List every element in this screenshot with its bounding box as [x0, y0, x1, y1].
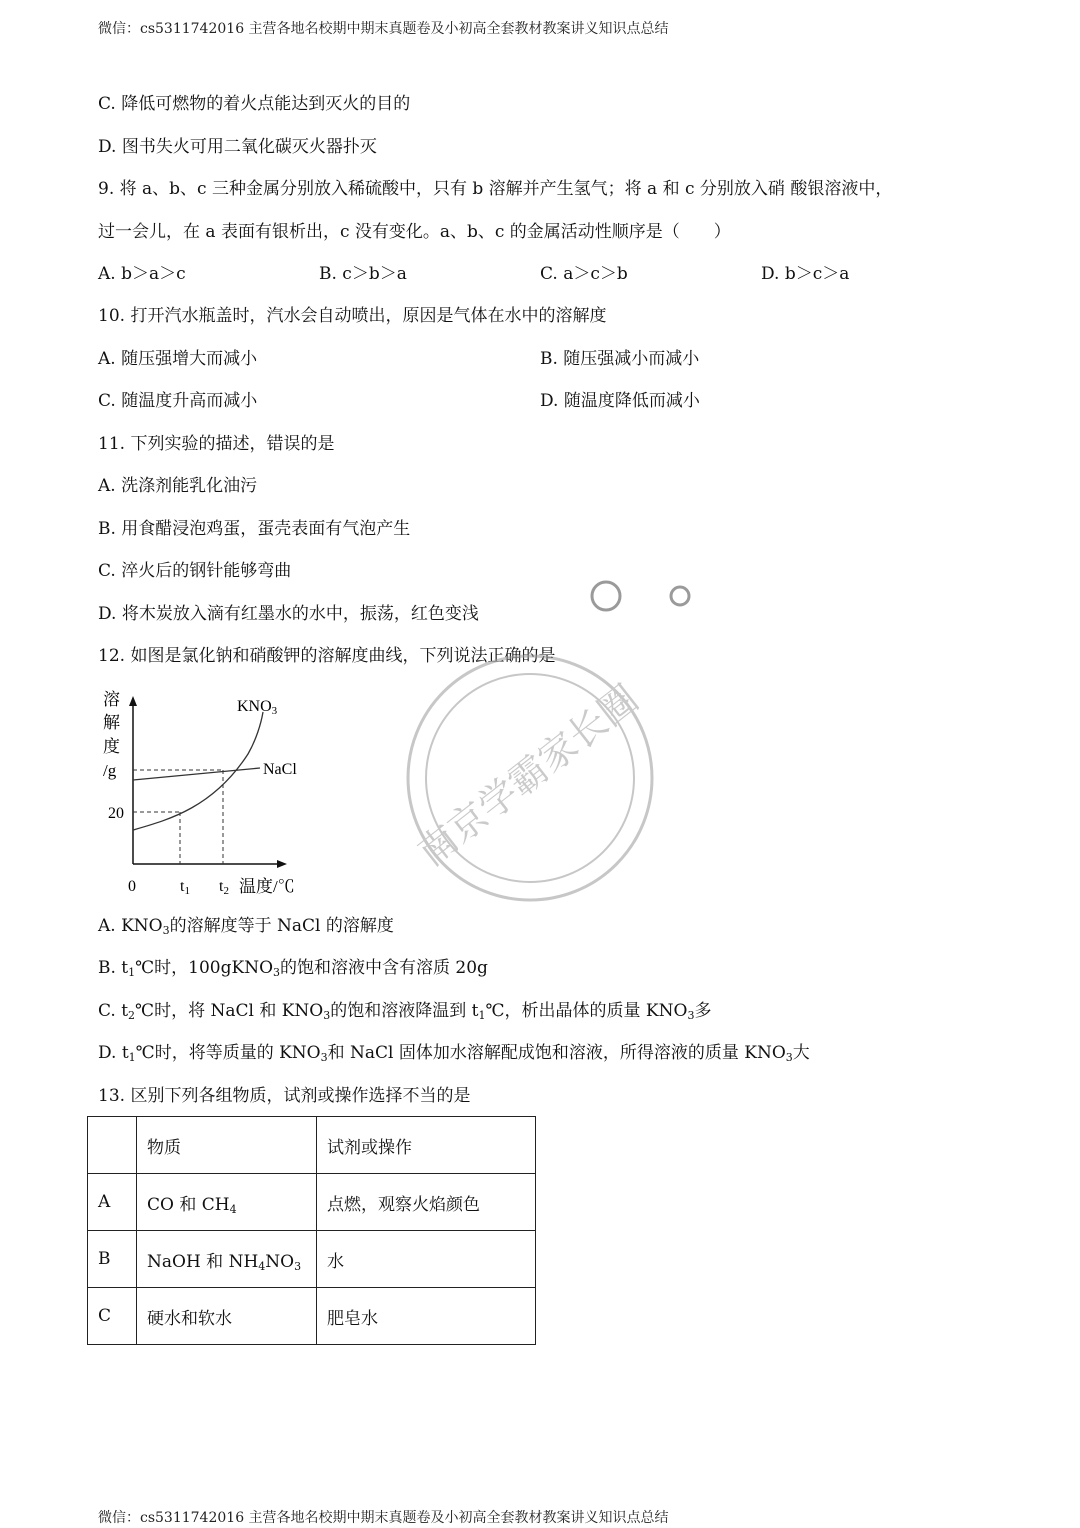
q11-stem: 11. 下列实验的描述，错误的是 — [98, 434, 335, 454]
t2-label: t2 — [219, 878, 229, 897]
q12-option-b: B. $t_1℃$时，100gKNO$_3$的饱和溶液中含有溶质 20g — [98, 958, 488, 979]
row-label: C — [88, 1288, 137, 1345]
q9-option-a: A. b＞a＞c — [98, 264, 186, 284]
table-row — [88, 1231, 536, 1288]
kno3-curve — [133, 712, 263, 830]
page-header: 微信：cs5311742016 主营各地名校期中期末真题卷及小初高全套教材教案讲义知识点总结 — [98, 21, 669, 37]
y-axis-arrow-icon — [129, 696, 137, 706]
q8-option-d: D. 图书失火可用二氧化碳灭火器扑灭 — [98, 137, 377, 157]
q12-stem: 12. 如图是氯化钠和硝酸钾的溶解度曲线，下列说法正确的是 — [98, 646, 556, 666]
q9-option-c: C. a＞c＞b — [540, 264, 628, 284]
q10-stem: 10. 打开汽水瓶盖时，汽水会自动喷出，原因是气体在水中的溶解度 — [98, 306, 607, 326]
q9-option-d: D. b＞c＞a — [761, 264, 850, 284]
table-header-cell — [88, 1117, 137, 1174]
table-row — [88, 1288, 536, 1345]
q10-option-d: D. 随温度降低而减小 — [540, 391, 700, 411]
table-header-row — [88, 1117, 536, 1174]
q10-option-c: C. 随温度升高而减小 — [98, 391, 258, 411]
q9-option-b: B. c＞b＞a — [319, 264, 407, 284]
substance-cell: 硬水和软水 — [137, 1288, 317, 1345]
q10-option-a: A. 随压强增大而减小 — [98, 349, 258, 369]
q11-option-b: B. 用食醋浸泡鸡蛋，蛋壳表面有气泡产生 — [98, 519, 411, 539]
q12-option-c: C. $t_2℃$时，将 NaCl 和 $KNO_3$的饱和溶液降温到 $t_1℃$，析出晶体的质量 $KNO_3$多 — [98, 1001, 712, 1022]
y-axis-label-unit: /g — [103, 761, 117, 780]
operation-cell: 肥皂水 — [317, 1288, 536, 1345]
table-header-cell: 物质 — [137, 1117, 317, 1174]
operation-cell: 点燃，观察火焰颜色 — [317, 1174, 536, 1231]
q13-stem: 13. 区别下列各组物质，试剂或操作选择不当的是 — [98, 1086, 471, 1106]
y-axis-label-char3: 度 — [103, 737, 120, 756]
nacl-curve-label: NaCl — [263, 761, 297, 778]
origin-label: 0 — [128, 878, 136, 895]
page-footer: 微信：cs5311742016 主营各地名校期中期末真题卷及小初高全套教材教案讲义知识点总结 — [98, 1510, 669, 1526]
q9-stem-line2: 过一会儿，在 a 表面有银析出，c 没有变化。a、b、c 的金属活动性顺序是（ ） — [98, 222, 731, 242]
q8-option-c: C. 降低可燃物的着火点能达到灭火的目的 — [98, 94, 411, 114]
q13-table — [87, 1116, 536, 1345]
q10-option-b: B. 随压强减小而减小 — [540, 349, 700, 369]
substance-cell: CO 和 $CH_4$ — [137, 1174, 317, 1231]
q9-stem-line1: 9. 将 a、b、c 三种金属分别放入稀硫酸中，只有 b 溶解并产生氢气；将 a 和 c 分别放入硝 酸银溶液中， — [98, 179, 893, 199]
x-axis-arrow-icon — [277, 860, 287, 868]
y-axis-label-char2: 解 — [103, 713, 120, 732]
watermark-seal — [398, 638, 662, 902]
solubility-curve-graph — [98, 684, 318, 898]
q11-option-c: C. 淬火后的钢针能够弯曲 — [98, 561, 292, 581]
substance-cell: NaOH 和 $NH_4NO_3$ — [137, 1231, 317, 1288]
operation-cell: 水 — [317, 1231, 536, 1288]
q11-option-d: D. 将木炭放入滴有红墨水的水中，振荡，红色变浅 — [98, 604, 479, 624]
row-label: B — [88, 1231, 137, 1288]
table-row — [88, 1174, 536, 1231]
watermark-dots-icon — [586, 578, 698, 618]
watermark-text: 南京学霸家长圈 — [409, 676, 647, 875]
q12-option-a: A. $KNO_3$的溶解度等于 NaCl 的溶解度 — [98, 916, 394, 937]
q12-option-d: D. $t_1℃$时，将等质量的 $KNO_3$和 NaCl 固体加水溶解配成饱和溶液，所得溶液的质量 $KNO_3$大 — [98, 1043, 810, 1064]
row-label: A — [88, 1174, 137, 1231]
table-header-cell: 试剂或操作 — [317, 1117, 536, 1174]
kno3-curve-label: KNO3 — [237, 698, 278, 717]
x-axis-label: 温度/℃ — [239, 877, 295, 896]
tick-label-20: 20 — [108, 805, 124, 822]
y-axis-label-char1: 溶 — [103, 690, 120, 709]
q11-option-a: A. 洗涤剂能乳化油污 — [98, 476, 258, 496]
t1-label: t1 — [180, 878, 190, 897]
